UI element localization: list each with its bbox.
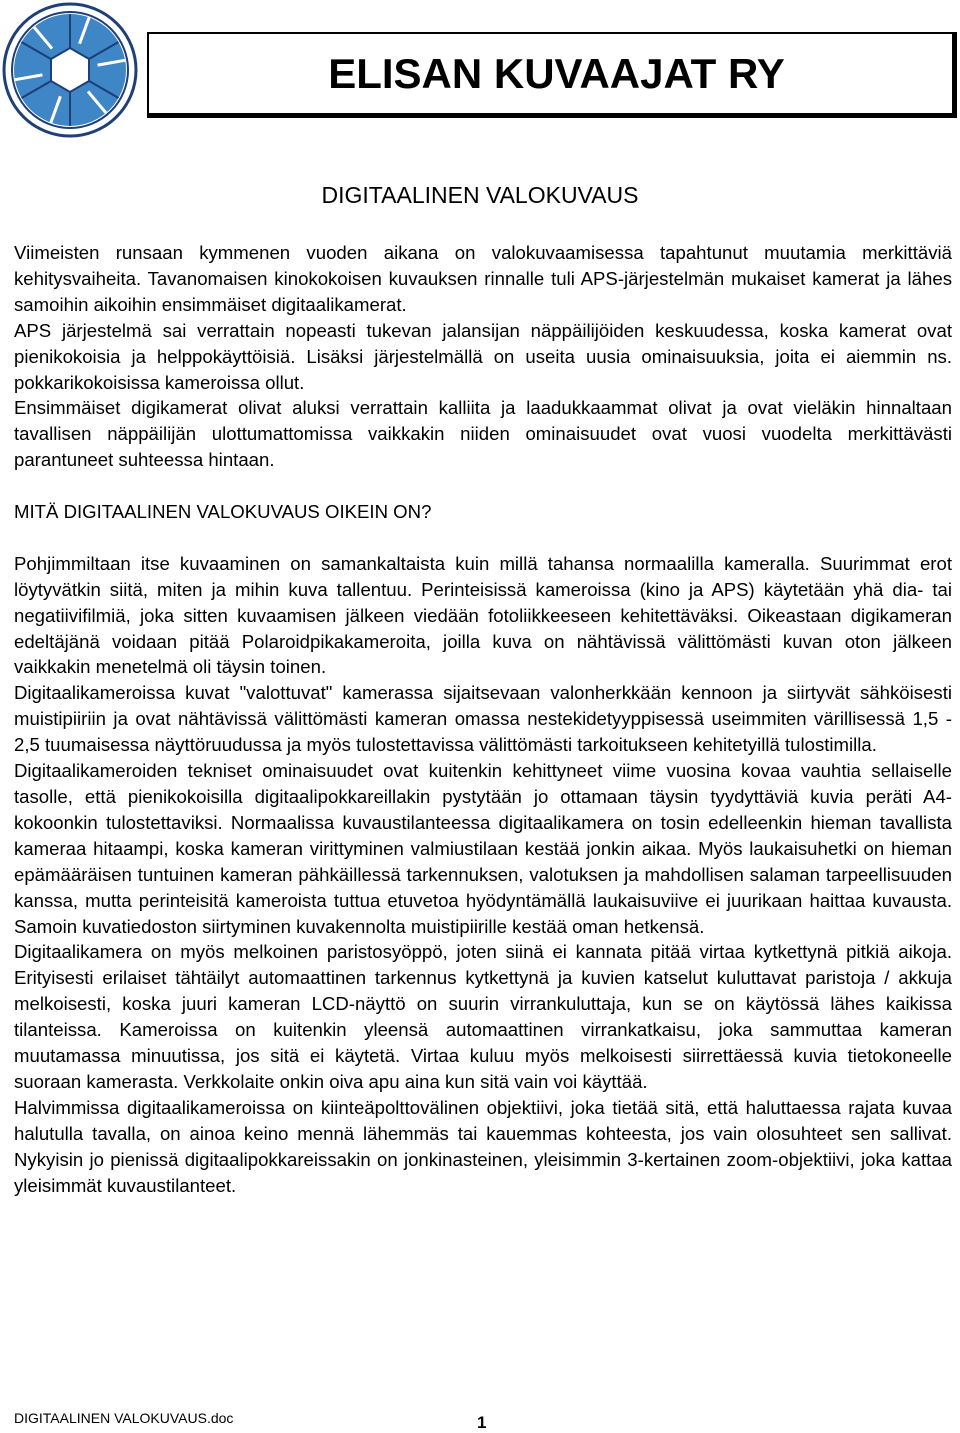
camera-aperture-icon	[2, 2, 138, 138]
paragraph: Halvimmissa digitaalikameroissa on kiinteäpolttovälinen objektiivi, joka tietää sitä, että haluttaessa rajata kuvaa halutulla tavalla, on ainoa keino mennä lähemmäs tai kauemmas kohteesta, jos vain olosuhteet sen sallivat. Nykyisin jo pienissä digitaalipokkareissakin on jonkinasteinen, yleisimmin 3-kertainen zoom-objektiivi, joka kattaa yleisimmät kuvaustilanteet.	[14, 1096, 952, 1196]
spacer	[14, 525, 952, 551]
paragraph: Pohjimmiltaan itse kuvaaminen on samankaltaista kuin millä tahansa normaalilla kameralla. Suurimmat erot löytyvätkin siitä, miten ja mihin kuva tallentuu. Perinteisissä kameroissa (kino ja APS) käytetään yhä dia- tai negatiivifilmiä, joka sitten kuvaamisen jälkeen viedään fotoliikkeeseen kehitettäväksi. Oikeastaan digikameran edeltäjänä voidaan pitää Polaroidpikakameroita, joilla kuva on nähtävissä välittömästi kuvan oton jälkeen vaikkakin menetelmä oli täysin toinen.	[14, 552, 952, 678]
document-title: DIGITAALINEN VALOKUVAUS	[321, 182, 639, 208]
paragraph: APS järjestelmä sai verrattain nopeasti tukevan jalansijan näppäilijöiden keskuudessa, koska kamerat ovat pienikokoisia ja helppokäyttöisiä. Lisäksi järjestelmällä on useita uusia ominaisuuksia, joita ei aiemmin ns. pokkarikokoisissa kameroissa ollut.	[14, 319, 952, 393]
paragraph: Digitaalikamera on myös melkoinen paristosyöppö, joten siinä ei kannata pitää virtaa kytkettynä pitkiä aikoja. Erityisesti erilaiset tähtäilyt automaattinen tarkennus kytkettynä ja kuvien katselut kuluttavat paristoja / akkuja melkoisesti, koska juuri kameran LCD-näyttö on suurin virrankuluttaja, kun se on käytössä lähes kaikissa tilanteissa. Kameroissa on kuitenkin yleensä automaattinen virrankatkaisu, joka sammuttaa kameran muutamassa minuutissa, jos sitä ei käytetä. Virtaa kuluu myös melkoisesti siirrettäessä kuvia tietokoneelle suoraan kamerasta. Verkkolaite onkin oiva apu aina kun sitä vain voi käyttää.	[14, 941, 952, 1092]
page-number: 1	[477, 1413, 487, 1432]
organization-name: ELISAN KUVAAJAT RY	[328, 49, 785, 97]
logo	[2, 2, 138, 138]
header-title-box	[147, 32, 957, 118]
paragraph: Ensimmäiset digikamerat olivat aluksi verrattain kalliita ja laadukkaammat olivat ja ovat vieläkin hinnaltaan tavallisen näppäilijän ulottumattomissa vaikkakin niiden ominaisuudet ovat vuosi vuodelta merkittävästi parantuneet suhteessa hintaan.	[14, 397, 952, 471]
subheading: MITÄ DIGITAALINEN VALOKUVAUS OIKEIN ON?	[14, 501, 432, 523]
document-body	[14, 240, 952, 1199]
paragraph: Digitaalikameroiden tekniset ominaisuudet ovat kuitenkin kehittyneet viime vuosina kovaa vauhtia sellaiselle tasolle, että pienikokoisilla digitaalipokkareillakin pystytään jo ottamaan täysin tyydyttäviä kuvia peräti A4-kokoonkin tulostettaviksi. Normaalissa kuvaustilanteessa digitaalikamera on tosin edelleenkin hieman tavallista kameraa hitaampi, koska kameran virittyminen valmiustilaan kestää jonkin aikaa. Myös laukaisuhetki on hieman epämääräisen tuntuinen kameran pähkäillessä tarkennuksen, valotuksen ja mahdollisen salaman tarpeellisuuden kanssa, mutta perinteisitä kameroista tuttua etuvetoa hyödyntämällä laukaisuviive ei juurikaan haittaa kuvausta. Samoin kuvatiedoston siirtyminen kuvakennolta muistipiirille kestää oman hetkensä.	[14, 760, 952, 937]
spacer	[14, 473, 952, 499]
paragraph: Viimeisten runsaan kymmenen vuoden aikana on valokuvaamisessa tapahtunut muutamia merkittäviä kehitysvaiheita. Tavanomaisen kinokokoisen kuvauksen rinnalle tuli APS-järjestelmän mukaiset kamerat ja lähes samoihin aikoihin ensimmäiset digitaalikamerat.	[14, 242, 952, 315]
footer-filename: DIGITAALINEN VALOKUVAUS.doc	[14, 1410, 234, 1426]
paragraph: Digitaalikameroissa kuvat "valottuvat" kamerassa sijaitsevaan valonherkkään kennoon ja siirtyvät sähköisesti muistipiiriin ja ovat nähtävissä välittömästi kameran omassa nestekidetyyppisessä useimmiten värillisessä 1,5 - 2,5 tuumaisessa näyttöruudussa ja myös tulostettavissa välittömästi tarkoitukseen kehitetyillä tulostimilla.	[14, 682, 952, 756]
